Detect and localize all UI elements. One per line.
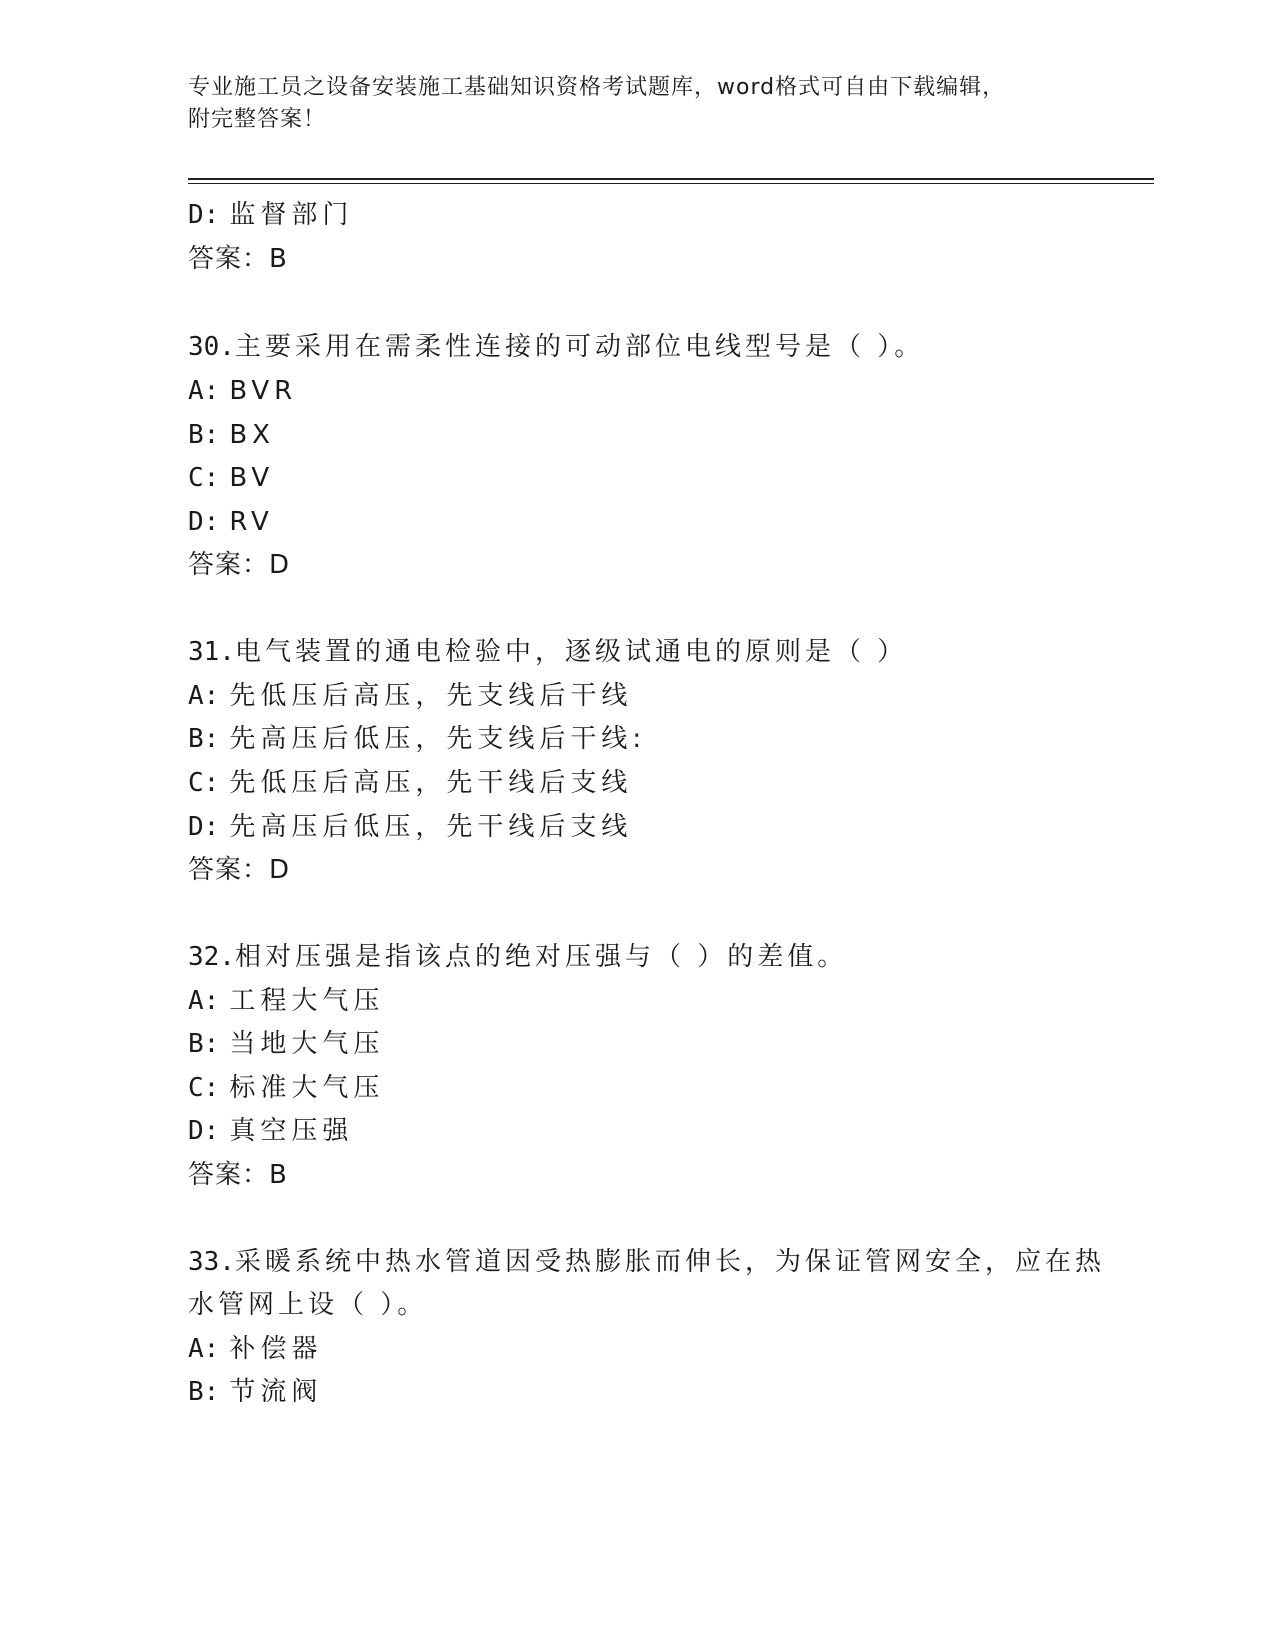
option-letter: B: [188, 420, 220, 450]
question-31-text [188, 635, 907, 669]
option-text: 先低压后高压，先支线后干线 [229, 681, 633, 711]
question-33-text-line2: 水管网上设（ ）。 [188, 1290, 428, 1320]
question-stem: 相对压强是指该点的绝对压强与（ ）的差值。 [234, 942, 848, 972]
prev-option-d [188, 198, 353, 232]
option-text: 先低压后高压，先干线后支线 [229, 768, 633, 798]
option-letter: B: [188, 1029, 220, 1059]
question-32-option-a [188, 984, 384, 1018]
question-32-option-b [188, 1027, 384, 1061]
question-number: 31. [188, 637, 235, 667]
question-31-answer: 答案：D [188, 855, 291, 885]
question-30-option-b [188, 418, 275, 452]
question-number: 33. [188, 1247, 235, 1277]
option-text: 工程大气压 [229, 986, 385, 1016]
question-30-answer: 答案：D [188, 550, 291, 580]
prev-answer: 答案：B [188, 244, 288, 274]
question-33-option-a [188, 1332, 322, 1366]
question-33-text-line1 [188, 1245, 1105, 1279]
option-text: 先高压后低压，先支线后干线: [229, 724, 647, 754]
option-letter: A: [188, 376, 220, 406]
option-text: 先高压后低压，先干线后支线 [229, 812, 633, 842]
option-text: RV [229, 507, 274, 537]
option-text: BV [229, 463, 275, 493]
option-text: 标准大气压 [229, 1073, 385, 1103]
header-divider-thin [188, 183, 1154, 184]
option-text: 补偿器 [229, 1334, 323, 1364]
question-number: 32. [188, 942, 235, 972]
question-32-answer: 答案：B [188, 1160, 288, 1190]
option-letter: A: [188, 1334, 220, 1364]
option-text: 节流阀 [229, 1377, 323, 1407]
question-number: 30. [188, 332, 235, 362]
option-letter: B: [188, 724, 220, 754]
option-letter: D: [188, 812, 220, 842]
option-letter: B: [188, 1377, 220, 1407]
question-32-option-c [188, 1071, 384, 1105]
question-31-option-d [188, 810, 632, 844]
question-stem: 电气装置的通电检验中，逐级试通电的原则是（ ） [234, 637, 908, 667]
option-text: 真空压强 [229, 1116, 354, 1146]
option-text: BX [229, 420, 275, 450]
option-letter: D: [188, 1116, 220, 1146]
option-letter: C: [188, 1073, 220, 1103]
header-divider-thick [188, 178, 1154, 180]
option-letter: D: [188, 200, 220, 230]
option-text: BVR [229, 376, 298, 406]
question-33-option-b [188, 1375, 322, 1409]
option-text: 当地大气压 [229, 1029, 385, 1059]
option-letter: C: [188, 463, 220, 493]
question-32-text [188, 940, 847, 974]
header-title-line2: 附完整答案！ [188, 107, 327, 132]
question-31-option-c [188, 766, 632, 800]
option-letter: D: [188, 507, 220, 537]
option-letter: A: [188, 681, 220, 711]
question-stem: 主要采用在需柔性连接的可动部位电线型号是（ ）。 [234, 332, 925, 362]
option-letter: A: [188, 986, 220, 1016]
document-header [188, 72, 1088, 136]
question-31-option-b [188, 722, 646, 756]
question-30-option-a [188, 374, 297, 408]
question-stem: 采暖系统中热水管道因受热膨胀而伸长，为保证管网安全，应在热 [234, 1247, 1105, 1277]
header-title-line1: 专业施工员之设备安装施工基础知识资格考试题库，word格式可自由下载编辑， [188, 75, 1006, 100]
question-31-option-a [188, 679, 632, 713]
question-30-option-c [188, 461, 274, 495]
question-30-option-d [188, 505, 274, 539]
question-32-option-d [188, 1114, 353, 1148]
question-30-text [188, 330, 924, 364]
option-letter: C: [188, 768, 220, 798]
option-text: 监督部门 [229, 200, 354, 230]
